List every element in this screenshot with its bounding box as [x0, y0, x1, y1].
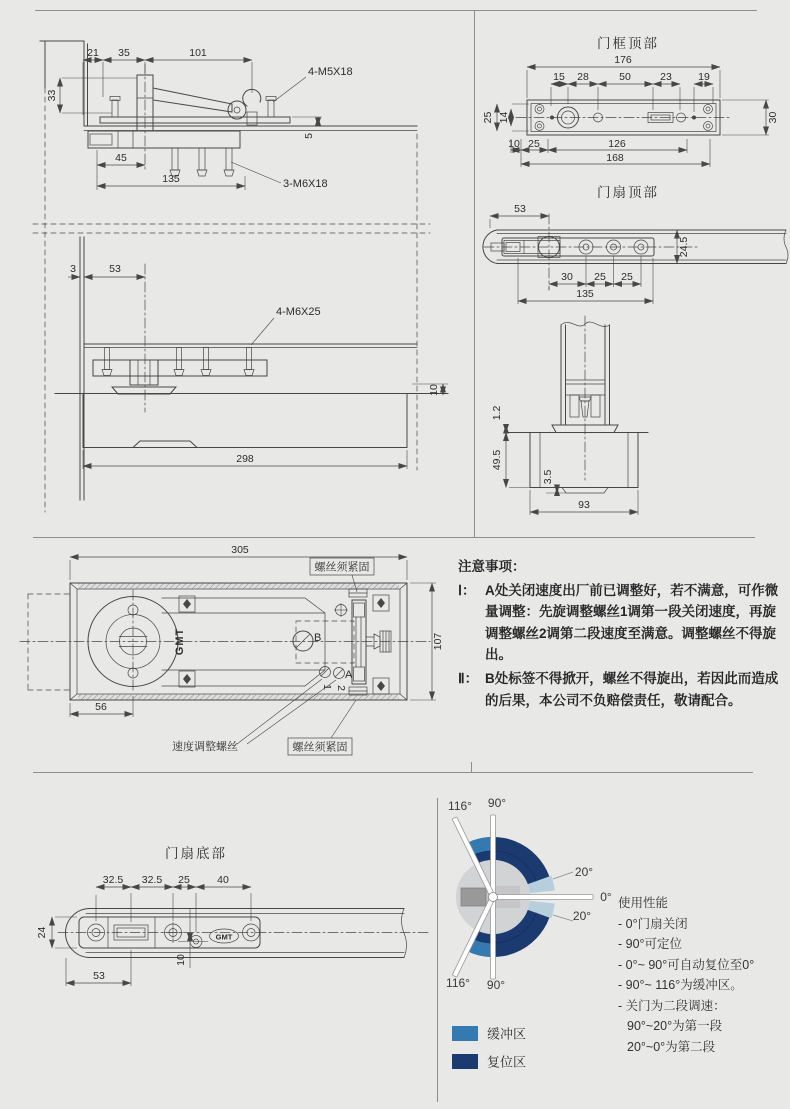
leaf-section-view	[491, 316, 648, 515]
dim-14: 14	[498, 111, 510, 124]
dim-135-leaf: 135	[576, 288, 594, 300]
dim-1-2: 1.2	[491, 405, 503, 421]
frame-top-title: 门框顶部	[597, 36, 659, 51]
dim-3-5: 3.5	[542, 469, 554, 485]
leaf-top-view	[483, 184, 788, 304]
mark-a: A	[345, 669, 353, 681]
callout-tighten-bottom: 螺丝须紧固	[292, 741, 348, 754]
note-2-label: Ⅱ：	[458, 670, 479, 686]
dim-24: 24	[36, 926, 48, 939]
legend-label-reset: 复位区	[487, 1054, 527, 1070]
dim-25-b: 25	[621, 271, 633, 283]
mark-1: 1	[321, 684, 333, 690]
label-90-top: 90°	[487, 796, 507, 810]
label-20-upper: 20°	[574, 865, 594, 879]
dim-53-bottom: 53	[93, 970, 105, 982]
dim-32-5-b: 32.5	[141, 874, 163, 886]
label-3-m6x18: 3-M6X18	[283, 178, 328, 190]
dim-23: 23	[660, 71, 672, 83]
performance-line: 20°~0°为第二段	[627, 1039, 716, 1054]
dim-50: 50	[619, 71, 631, 83]
label-90-bottom: 90°	[486, 978, 506, 992]
performance-line: - 0°门扇关闭	[618, 916, 688, 931]
dim-135: 135	[162, 173, 180, 185]
mark-2: 2	[335, 685, 347, 691]
dim-25-left: 25	[482, 111, 494, 124]
label-116-top: 116°	[448, 799, 472, 813]
note-item-2	[458, 668, 782, 711]
zone-legend	[452, 1026, 526, 1070]
performance-line: 90°~20°为第一段	[627, 1019, 723, 1033]
label-116-bottom: 116°	[446, 976, 470, 990]
dim-5: 5	[303, 133, 315, 139]
installation-elevation-drawing	[0, 0, 470, 537]
dim-10: 10	[428, 384, 440, 396]
dim-24-5: 24.5	[678, 236, 690, 258]
dim-93: 93	[578, 499, 590, 511]
screws-4-m6x25	[102, 348, 254, 376]
dim-25-bottom: 25	[528, 138, 540, 150]
mark-b: B	[314, 632, 322, 644]
performance-block	[618, 893, 790, 1057]
mechanism-silhouette	[162, 595, 389, 694]
screws-3-m6x18	[170, 148, 234, 176]
dim-305: 305	[231, 544, 249, 556]
note-1-text: A处关闭速度出厂前已调整好，若不满意，可作微量调整：先旋调整螺丝1调第一段关闭速度，再旋调整螺丝2调第二段速度至满意。调整螺丝不得旋出。	[485, 582, 779, 663]
dim-107: 107	[432, 632, 444, 651]
callout-tighten-top: 螺丝须紧固	[314, 561, 370, 574]
performance-line: - 90°~ 116°为缓冲区。	[618, 978, 743, 992]
callout-speed: 速度调整螺丝	[172, 741, 238, 753]
dim-32-5-a: 32.5	[102, 874, 124, 886]
performance-title: 使用性能	[618, 896, 669, 910]
legend-swatch-reset	[452, 1054, 478, 1069]
dim-25-a: 25	[594, 271, 606, 283]
dim-56: 56	[95, 701, 107, 713]
note-item-1	[458, 580, 782, 666]
note-2-text: B处标签不得掀开，螺丝不得旋出，若因此而造成的后果，本公司不负赔偿责任，敬请配合。	[485, 670, 779, 708]
notes-block	[458, 556, 782, 711]
label-0: 0°	[600, 890, 612, 904]
dim-53: 53	[109, 263, 121, 275]
leaf-top-title: 门扇顶部	[597, 185, 659, 200]
dim-53-top: 53	[514, 203, 526, 215]
transom-closer-elevation	[40, 41, 417, 190]
dim-176: 176	[614, 54, 632, 66]
dim-28: 28	[577, 71, 589, 83]
dim-168: 168	[606, 152, 624, 164]
dim-30: 30	[767, 111, 779, 124]
label-4-m6x25: 4-M6X25	[276, 306, 321, 318]
label-4-m5x18: 4-M5X18	[308, 66, 353, 78]
frame-and-leaf-drawings	[475, 10, 790, 537]
panel-border-dashed	[33, 88, 430, 512]
dim-10-offset: 10	[175, 954, 187, 966]
dim-40: 40	[217, 874, 229, 886]
dim-298: 298	[236, 453, 254, 465]
dim-101: 101	[189, 47, 207, 59]
dim-21: 21	[87, 47, 99, 59]
performance-line: - 关门为二段调速：	[618, 998, 726, 1013]
performance-line: - 90°可定位	[618, 937, 683, 951]
floor-spring-elevation	[55, 237, 448, 500]
dim-3: 3	[70, 263, 76, 275]
legend-label-buffer: 缓冲区	[487, 1026, 527, 1042]
note-1-label: Ⅰ：	[458, 582, 476, 598]
notes-title: 注意事项：	[458, 559, 526, 574]
dim-33: 33	[46, 89, 58, 102]
dim-30-leaf: 30	[561, 271, 573, 283]
dim-35: 35	[118, 47, 130, 59]
leaf-bottom-title: 门扇底部	[165, 846, 227, 861]
frame-top-view	[482, 35, 779, 167]
legend-swatch-buffer	[452, 1026, 478, 1041]
dim-15: 15	[553, 71, 565, 83]
dim-19: 19	[698, 71, 710, 83]
dim-45: 45	[115, 152, 127, 164]
leaf-bottom-view	[0, 772, 437, 1109]
dim-126: 126	[608, 138, 626, 150]
performance-line: - 0°~ 90°可自动复位至0°	[618, 957, 755, 972]
dim-49-5: 49.5	[491, 449, 503, 471]
dim-10-bottom: 10	[508, 138, 520, 150]
gmt-logo-bottom: GMT	[215, 932, 233, 942]
dim-25-bottomview: 25	[178, 874, 190, 886]
gmt-logo: GMT	[174, 627, 186, 656]
label-20-lower: 20°	[572, 909, 592, 923]
